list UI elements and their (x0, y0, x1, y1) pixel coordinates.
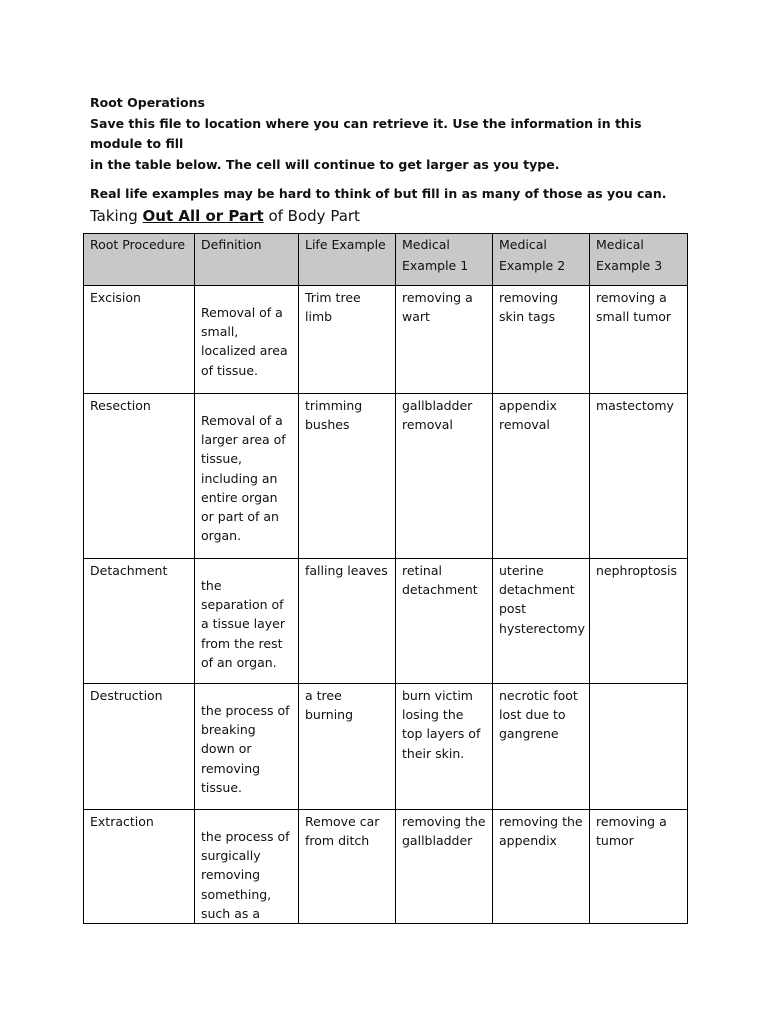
root-procedure-cell[interactable]: Detachment (84, 559, 195, 684)
document-title: Root Operations (90, 95, 205, 110)
medical-example-2-cell[interactable]: removing skin tags (493, 286, 590, 394)
medical-example-1-cell[interactable]: burn victim losing the top layers of their skin. (396, 684, 493, 810)
medical-example-1-cell[interactable]: removing a wart (396, 286, 493, 394)
table-row (84, 684, 688, 810)
header-medical-example-2: Medical Example 2 (493, 234, 590, 286)
header-root-procedure: Root Procedure (84, 234, 195, 286)
medical-example-1-cell[interactable]: gallbladder removal (396, 394, 493, 559)
medical-example-3-cell[interactable]: removing a tumor (590, 810, 688, 924)
header-definition: Definition (195, 234, 299, 286)
medical-example-3-cell[interactable]: nephroptosis (590, 559, 688, 684)
definition-cell[interactable]: Removal of a small, localized area of tissue. (195, 286, 299, 394)
table-row (84, 810, 688, 924)
life-example-cell[interactable]: falling leaves (299, 559, 396, 684)
table-row (84, 559, 688, 684)
header-medical-example-3: Medical Example 3 (590, 234, 688, 286)
life-example-cell[interactable]: Remove car from ditch (299, 810, 396, 924)
medical-example-2-cell[interactable]: necrotic foot lost due to gangrene (493, 684, 590, 810)
root-procedure-cell[interactable]: Destruction (84, 684, 195, 810)
instructions-line-2: in the table below. The cell will continue to get larger as you type. (90, 156, 560, 172)
medical-example-3-cell[interactable]: mastectomy (590, 394, 688, 559)
medical-example-1-cell[interactable]: retinal detachment (396, 559, 493, 684)
root-procedure-cell[interactable]: Extraction (84, 810, 195, 924)
life-example-cell[interactable]: a tree burning (299, 684, 396, 810)
medical-example-2-cell[interactable]: uterine detachment post hysterectomy (493, 559, 590, 684)
header-medical-example-1: Medical Example 1 (396, 234, 493, 286)
table-row (84, 286, 688, 394)
definition-cell[interactable]: the separation of a tissue layer from the rest of an organ. (195, 559, 299, 684)
header-life-example: Life Example (299, 234, 396, 286)
table-title-prefix: Taking (90, 207, 143, 225)
medical-example-2-cell[interactable]: removing the appendix (493, 810, 590, 924)
table-title (90, 206, 360, 226)
root-procedure-cell[interactable]: Excision (84, 286, 195, 394)
table-title-emphasis: Out All or Part (142, 207, 264, 225)
definition-cell[interactable]: Removal of a larger area of tissue, including an entire organ or part of an organ. (195, 394, 299, 559)
instructions-note: Real life examples may be hard to think of but fill in as many of those as you can. (90, 186, 667, 201)
life-example-cell[interactable]: Trim tree limb (299, 286, 396, 394)
root-procedure-cell[interactable]: Resection (84, 394, 195, 559)
intro-block (90, 93, 690, 205)
medical-example-3-cell[interactable]: removing a small tumor (590, 286, 688, 394)
table-row (84, 394, 688, 559)
medical-example-1-cell[interactable]: removing the gallbladder (396, 810, 493, 924)
definition-cell[interactable]: the process of surgically removing something, such as a (195, 810, 299, 924)
medical-example-3-cell[interactable] (590, 684, 688, 810)
root-operations-table (83, 233, 688, 924)
table-header-row (84, 234, 688, 286)
instructions-line-1: Save this file to location where you can retrieve it. Use the information in this module to fill (90, 115, 642, 151)
life-example-cell[interactable]: trimming bushes (299, 394, 396, 559)
table-title-suffix: of Body Part (263, 207, 360, 225)
definition-cell[interactable]: the process of breaking down or removing tissue. (195, 684, 299, 810)
medical-example-2-cell[interactable]: appendix removal (493, 394, 590, 559)
